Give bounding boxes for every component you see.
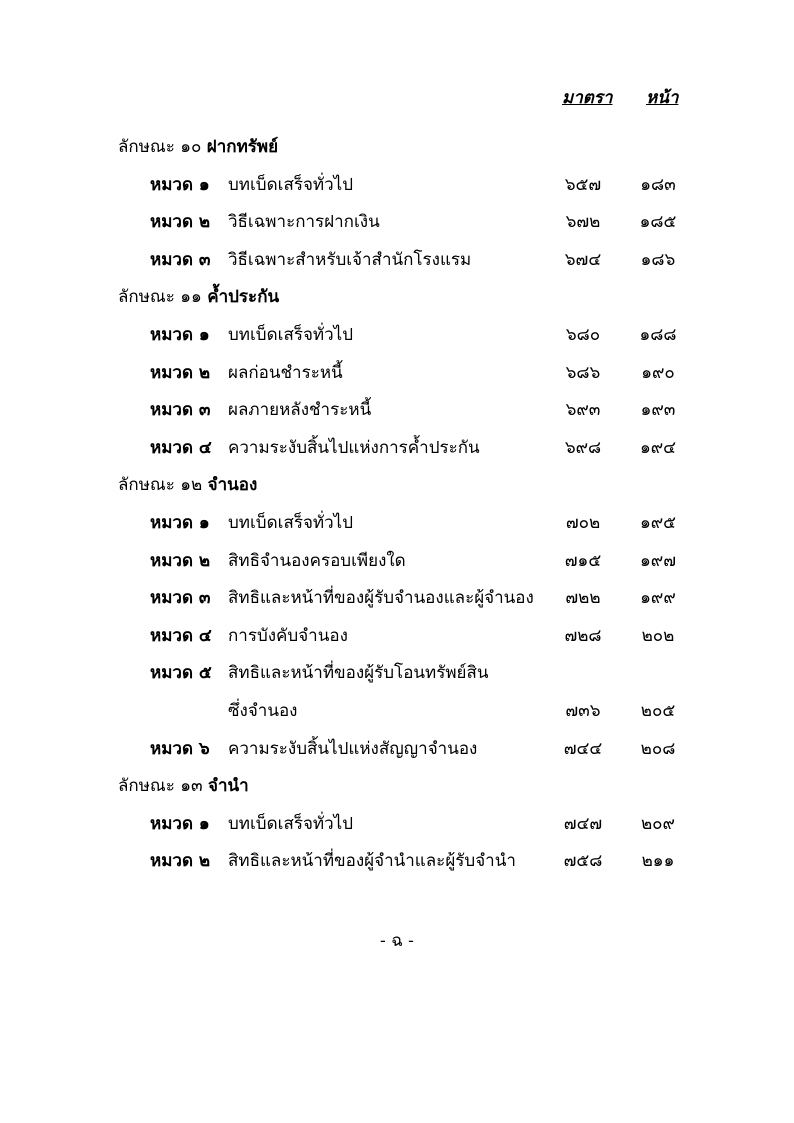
chapter-label: หมวด ๕ (150, 663, 212, 684)
section-number: ๖๘๐ (565, 324, 601, 345)
chapter-label: หมวด ๖ (150, 738, 210, 759)
part-title: จำนำ (208, 776, 249, 797)
chapter-label: หมวด ๓ (150, 588, 211, 609)
part-label: ลักษณะ ๑๓ (118, 776, 203, 797)
page-number: - ฉ - (380, 931, 414, 951)
page-number-cell: ๑๙๓ (640, 400, 676, 421)
chapter-label: หมวด ๑ (150, 813, 210, 834)
toc-chapter-row (0, 584, 794, 622)
part-title: ค้ำประกัน (207, 287, 280, 308)
toc-part-heading (0, 772, 794, 810)
toc-chapter-row (0, 171, 794, 209)
page-number-cell: ๑๙๗ (639, 550, 677, 571)
toc-chapter-row (0, 509, 794, 547)
part-title: ฝากทรัพย์ (206, 137, 279, 157)
table-of-contents (0, 133, 794, 885)
part-heading (118, 772, 249, 800)
toc-chapter-row (0, 434, 794, 472)
page-number-cell: ๑๙๔ (639, 437, 677, 458)
chapter-label: หมวด ๑ (150, 324, 210, 345)
chapter-label: หมวด ๒ (150, 212, 211, 233)
section-number: ๗๕๘ (563, 851, 603, 872)
toc-chapter-row (0, 547, 794, 585)
chapter-title: สิทธิและหน้าที่ของผู้จำนำและผู้รับจำนำ (228, 851, 516, 872)
part-heading (118, 283, 279, 311)
section-number: ๖๙๘ (564, 437, 602, 458)
section-number: ๖๘๖ (565, 362, 601, 383)
chapter-title: ความระงับสิ้นไปแห่งสัญญาจำนอง (228, 738, 478, 759)
page-number-cell: ๒๐๘ (640, 738, 676, 759)
part-heading (118, 133, 278, 161)
page-number-cell: ๑๙๙ (640, 588, 676, 609)
chapter-label: หมวด ๒ (150, 550, 211, 571)
chapter-title: บทเบ็ดเสร็จทั่วไป (228, 813, 354, 834)
toc-chapter-row (0, 396, 794, 434)
part-label: ลักษณะ ๑๑ (118, 287, 202, 308)
chapter-label: หมวด ๑ (150, 174, 210, 195)
chapter-title: สิทธิจำนองครอบเพียงใด (228, 550, 406, 571)
toc-chapter-row (0, 246, 794, 284)
toc-part-heading (0, 283, 794, 321)
chapter-title: บทเบ็ดเสร็จทั่วไป (228, 324, 354, 345)
toc-chapter-row (0, 622, 794, 660)
toc-chapter-row (0, 847, 794, 885)
part-label: ลักษณะ ๑๒ (118, 475, 203, 496)
toc-chapter-row (0, 208, 794, 246)
part-title: จำนอง (207, 475, 258, 496)
page-number-cell: ๒๐๕ (640, 700, 676, 721)
chapter-title: สิทธิและหน้าที่ของผู้รับจำนองและผู้จำนอง (228, 588, 534, 609)
section-column-header: มาตรา (562, 88, 613, 108)
chapter-label: หมวด ๔ (150, 437, 212, 458)
toc-chapter-row (0, 359, 794, 397)
chapter-title: วิธีเฉพาะสำหรับเจ้าสำนักโรงแรม (228, 249, 472, 270)
section-number: ๗๒๘ (564, 625, 602, 646)
page-number-cell: ๒๑๑ (641, 851, 675, 872)
chapter-title: วิธีเฉพาะการฝากเงิน (228, 212, 380, 233)
chapter-label: หมวด ๓ (150, 400, 211, 421)
page-column-header: หน้า (646, 88, 679, 108)
chapter-label: หมวด ๒ (150, 851, 211, 872)
toc-chapter-row (0, 810, 794, 848)
chapter-title: ซึ่งจำนอง (228, 700, 298, 721)
section-number: ๖๙๓ (565, 400, 601, 421)
page-number-cell: ๒๐๙ (640, 813, 676, 834)
toc-chapter-row (0, 735, 794, 773)
section-number: ๗๐๒ (565, 512, 601, 533)
chapter-title: การบังคับจำนอง (228, 625, 348, 646)
page-number-cell: ๑๙๕ (639, 512, 677, 533)
page-number-cell: ๑๘๕ (639, 212, 677, 233)
section-number: ๖๗๔ (564, 249, 602, 270)
page-number-cell: ๑๘๓ (640, 174, 676, 195)
part-heading (118, 471, 257, 499)
chapter-title: ความระงับสิ้นไปแห่งการค้ำประกัน (228, 437, 480, 458)
chapter-title: สิทธิและหน้าที่ของผู้รับโอนทรัพย์สิน (228, 663, 489, 684)
chapter-label: หมวด ๑ (150, 512, 210, 533)
chapter-title: ผลภายหลังชำระหนี้ (228, 400, 372, 421)
section-number: ๖๕๗ (564, 174, 602, 195)
section-number: ๖๗๒ (565, 212, 601, 233)
page-number-cell: ๑๘๖ (640, 249, 676, 270)
page-number-cell: ๑๙๐ (641, 362, 675, 383)
page-number-cell: ๒๐๒ (641, 625, 675, 646)
toc-chapter-row (0, 659, 794, 697)
toc-part-heading (0, 133, 794, 171)
chapter-title: บทเบ็ดเสร็จทั่วไป (228, 512, 354, 533)
chapter-label: หมวด ๔ (150, 625, 212, 646)
section-number: ๗๑๕ (564, 550, 602, 571)
toc-chapter-row (0, 321, 794, 359)
part-label: ลักษณะ ๑๐ (118, 137, 202, 157)
chapter-label: หมวด ๓ (150, 249, 211, 270)
chapter-title: บทเบ็ดเสร็จทั่วไป (228, 174, 354, 195)
section-number: ๗๒๒ (565, 588, 601, 609)
section-number: ๗๔๔ (563, 738, 603, 759)
chapter-title: ผลก่อนชำระหนี้ (228, 362, 343, 383)
toc-chapter-row (0, 697, 794, 735)
chapter-label: หมวด ๒ (150, 362, 211, 383)
page-number-cell: ๑๘๘ (639, 324, 677, 345)
section-number: ๗๓๖ (565, 700, 601, 721)
toc-part-heading (0, 471, 794, 509)
section-number: ๗๔๗ (563, 813, 603, 834)
